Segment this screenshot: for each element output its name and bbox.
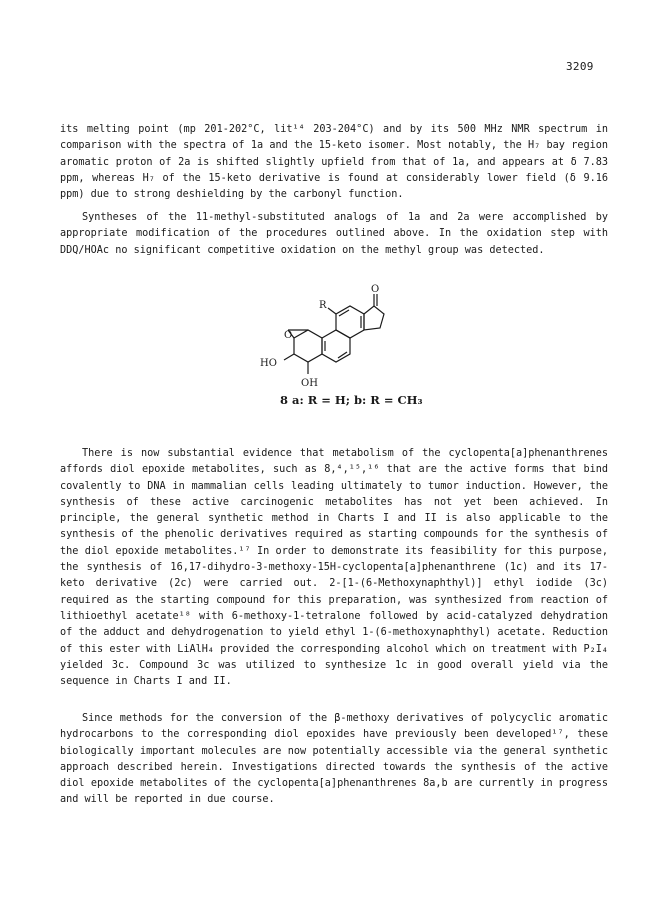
paragraph-1: its melting point (mp 201-202°C, lit¹⁴ 203-204°C) and by its 500 MHz NMR spectrum in comparison with the spectra of 1a and the 15-keto isomer. Most notably, the H₇ bay region aromatic proton of 2a is shifted slightly upfield from that of 1a, and appears at δ 7.83 ppm, whereas H₇ of the 15-keto derivative is found at considerably lower field (δ 9.16 ppm) due to strong deshielding by the carbonyl function. [60, 124, 608, 201]
page-number: 3209 [566, 60, 594, 73]
chemical-structure-8 [256, 282, 406, 392]
paragraph-4: Since methods for the conversion of the β-methoxy derivatives of polycyclic aromatic hydrocarbons to the corresponding diol epoxides have previously been developed¹⁷, these biologically important molecules are now potentially accessible via the general synthetic approach described herein. Investigations directed towards the synthesis of the active diol epoxide metabolites of the cyclopenta[a]phenanthrenes 8a,b are currently in progress and will be reported in due course. [60, 713, 608, 806]
ring-d [364, 306, 384, 330]
ring-c [336, 306, 364, 338]
structure-label-o-top: O [371, 284, 380, 295]
paragraph-2: Syntheses of the 11-methyl-substituted analogs of 1a and 2a were accomplished by appropriate modification of the procedures outlined above. In the oxidation step with DDQ/HOAc no significant competitive oxidation on the methyl group was detected. [60, 212, 608, 256]
structure-label-ho: HO [260, 358, 277, 369]
structure-caption: 8 a: R = H; b: R = CH₃ [280, 393, 423, 407]
structure-label-oh: OH [301, 378, 318, 389]
structure-label-r: R [319, 300, 327, 311]
paragraph-3: There is now substantial evidence that metabolism of the cyclopenta[a]phenanthrenes affords diol epoxide metabolites, such as 8,⁴,¹⁵,¹⁶ that are the active forms that bind covalently to DNA in mammalian cells leading ultimately to tumor induction. However, the synthesis of these active carcinogenic metabolites has not yet been achieved. In principle, the general synthetic method in Charts I and II is also applicable to the synthesis of the phenolic derivatives required as starting compounds for the synthesis of the diol epoxide metabolites.¹⁷ In order to demonstrate its feasibility for this purpose, the synthesis of 16,17-dihydro-3-methoxy-15H-cyclopenta[a]phenanthrene (1c) and its 17-keto derivative (2c) were carried out. 2-[1-(6-Methoxynaphthyl)] ethyl iodide (3c) required as the starting compound for this preparation, was synthesized from reaction of lithioethyl acetate¹⁸ with 6-methoxy-1-tetralone followed by acid-catalyzed dehydration of the adduct and dehydrogenation to yield ethyl 1-(6-methoxynaphthyl) acetate. Reduction of this ester with LiAlH₄ provided the corresponding alcohol which on treatment with P₂I₄ yielded 3c. Compound 3c was utilized to synthesize 1c in good overall yield via the sequence in Charts I and II. [60, 448, 608, 688]
ring-b [322, 330, 350, 362]
structure-label-o-epoxide: O [284, 330, 293, 341]
ring-a [294, 330, 322, 362]
